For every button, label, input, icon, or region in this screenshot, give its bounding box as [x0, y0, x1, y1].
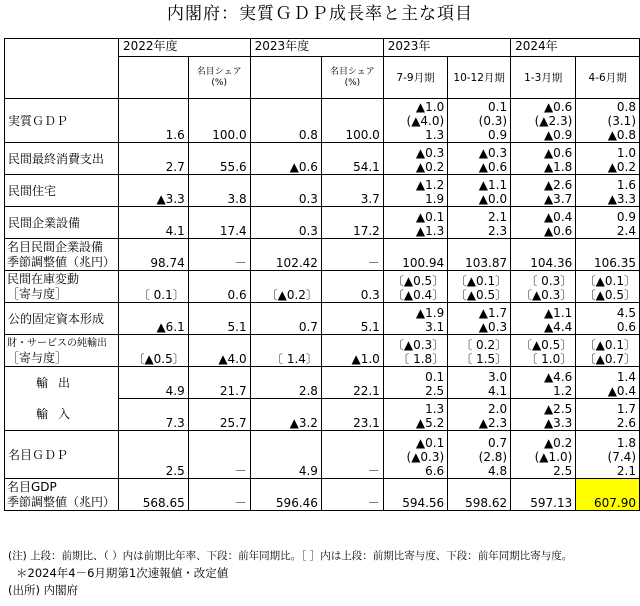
table-row-nominal-gdp-level: 名目GDP 季節調整値（兆円） 568.65 － 596.46 － 594.56 598.62 597.13 607.90 [5, 479, 640, 511]
footnotes [8, 548, 572, 599]
row-label: 民間企業設備 [5, 207, 119, 239]
row-label: 財・サービスの純輸出 ［寄与度］ [5, 335, 119, 367]
header-cy2024: 2024年 [511, 39, 640, 57]
row-label: 民間最終消費支出 [5, 143, 119, 175]
row-label: 名目ＧＤＰ [5, 431, 119, 479]
row-label: 名目民間企業設備 季節調整値（兆円） [5, 239, 119, 271]
row-label: 公的固定資本形成 [5, 303, 119, 335]
row-label: 民間住宅 [5, 175, 119, 207]
header-fy2023: 2023年度 [250, 39, 383, 57]
header-q-oct-dec: 10-12月期 [448, 57, 511, 99]
page-title: 内閣府：実質ＧＤＰ成長率と主な項目 [167, 4, 473, 24]
note-legend: (注) 上段：前期比、（ ）内は前期比年率、下段：前年同期比。［ ］内は上段：前期比寄与度、下段：前年同期比寄与度。 [8, 550, 573, 562]
table-row-nominal-gdp: 名目ＧＤＰ 2.5 － 4.9 － ▲0.1 (▲0.3) 6.6 0.7 (2.8) 4.8 ▲0.2 (▲1.0) 2.5 1.8 (7.4) 2.1 [5, 431, 640, 479]
header-q-jul-sep: 7-9月期 [383, 57, 447, 99]
gdp-table [4, 38, 640, 511]
header-q-jan-mar: 1-3月期 [511, 57, 576, 99]
table-row-housing: 民間住宅 ▲3.3 3.8 0.3 3.7 ▲1.2 1.9 ▲1.1 ▲0.0 ▲2.6 ▲3.7 1.6 ▲3.3 [5, 175, 640, 207]
header-cy2023: 2023年 [383, 39, 510, 57]
header-corner [5, 39, 119, 99]
table-row-consumption: 民間最終消費支出 2.7 55.6 ▲0.6 54.1 ▲0.3 ▲0.2 ▲0.3 ▲0.6 ▲0.6 ▲1.8 1.0 ▲0.2 [5, 143, 640, 175]
header-fy2022-share: 名目シェア (%) [188, 57, 250, 99]
row-label: 民間在庫変動 ［寄与度］ [5, 271, 119, 303]
note-source: (出所) 内閣府 [8, 583, 79, 597]
row-label: 名目GDP 季節調整値（兆円） [5, 479, 119, 511]
header-q-apr-jun: 4-6月期 [576, 57, 640, 99]
header-row-1 [5, 39, 640, 57]
header-fy2022: 2022年度 [119, 39, 251, 57]
header-fy2023-share: 名目シェア (%) [321, 57, 383, 99]
table-row-inventory: 民間在庫変動 ［寄与度］ 〔 0.1〕 0.6 〔▲0.2〕 0.3 〔▲0.5〕 〔▲0.4〕 〔▲0.1〕 〔▲0.5〕 〔 0.3〕 〔▲0.3〕 〔▲0.1〕 〔▲0.5〕 [5, 271, 640, 303]
highlighted-latest-value: 607.90 [576, 479, 640, 511]
row-label: 輸出 [5, 367, 119, 399]
table-row-nominal-capex: 名目民間企業設備 季節調整値（兆円） 98.74 － 102.42 － 100.94 103.87 104.36 106.35 [5, 239, 640, 271]
header-fy2023-blank [250, 57, 321, 99]
row-label: 輸入 [5, 399, 119, 431]
table-row-exports: 輸出 4.9 21.7 2.8 22.1 0.1 2.5 3.0 4.1 ▲4.6 1.2 1.4 ▲0.4 [5, 367, 640, 399]
table-row-real-gdp: 実質ＧＤＰ 1.6 100.0 0.8 100.0 ▲1.0 (▲4.0) 1.3 0.1 (0.3) 0.9 ▲0.6 (▲2.3) ▲0.9 0.8 (3.1) ▲0.8 [5, 99, 640, 143]
table-row-capex: 民間企業設備 4.1 17.4 0.3 17.2 ▲0.1 ▲1.3 2.1 2.3 ▲0.4 ▲0.6 0.9 2.4 [5, 207, 640, 239]
header-fy2022-blank [119, 57, 189, 99]
row-label: 実質ＧＤＰ [5, 99, 119, 143]
table-row-net-exports: 財・サービスの純輸出 ［寄与度］ 〔▲0.5〕 ▲4.0 〔 1.4〕 ▲1.0 〔▲0.3〕 〔 1.8〕 〔 0.2〕 〔 1.5〕 〔▲0.5〕 〔 1.0〕 〔▲0.1〕 〔▲0.7〕 [5, 335, 640, 367]
table-row-imports: 輸入 7.3 25.7 ▲3.2 23.1 1.3 ▲5.2 2.0 ▲2.3 ▲2.5 ▲3.3 1.7 2.6 [5, 399, 640, 431]
table-row-public-investment: 公的固定資本形成 ▲6.1 5.1 0.7 5.1 ▲1.9 3.1 ▲1.7 ▲0.3 ▲1.1 ▲4.4 4.5 0.6 [5, 303, 640, 335]
note-release: ＊2024年4－6月期第1次速報値・改定値 [16, 566, 229, 580]
